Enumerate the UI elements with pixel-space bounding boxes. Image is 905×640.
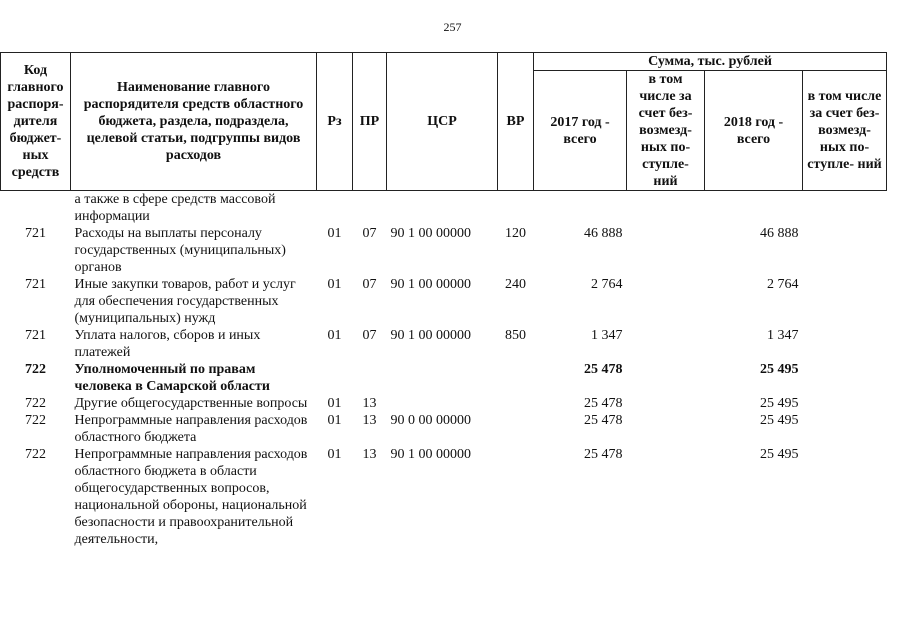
cell-code: 721 [25,277,46,292]
cell-name: Непрограммные направления расходов областного бюджета [74,413,308,445]
cell-sum-2018: 25 495 [760,362,799,377]
cell-sum-2017: 46 888 [584,226,623,241]
cell-sum-2018: 25 495 [760,396,799,411]
cell-sum-2018: 25 495 [760,413,799,428]
cell-bez-2018 [803,395,887,412]
header-sum-2017: 2017 год - всего [534,71,627,191]
header-vr: ВР [498,53,534,191]
cell-rz: 01 [327,447,342,462]
cell-csr: 90 1 00 00000 [390,226,471,241]
cell-pr: 13 [362,447,377,462]
page-number: 257 [443,20,462,34]
cell-rz [317,191,353,226]
cell-csr [387,191,498,226]
table-header [1,53,887,191]
cell-csr: 90 1 00 00000 [390,328,471,343]
cell-sum-2018 [705,191,803,226]
cell-sum-2017: 25 478 [584,362,623,377]
cell-bez-2017 [627,446,705,548]
cell-name: а также в сфере средств массовой информации [74,192,276,224]
cell-pr: 07 [362,226,377,241]
cell-pr: 07 [362,328,377,343]
cell-bez-2018 [803,191,887,226]
cell-vr [498,361,534,395]
cell-name: Уплата налогов, сборов и иных платежей [74,328,261,360]
cell-name: Расходы на выплаты персоналу государственных (муниципальных) органов [74,226,286,275]
cell-sum-2017 [534,191,627,226]
cell-sum-2017: 25 478 [584,447,623,462]
cell-code: 721 [25,226,46,241]
cell-csr: 90 0 00 00000 [390,413,471,428]
header-name: Наименование главного распорядителя средств областного бюджета, раздела, подраздела, целевой статьи, подгруппы видов расходов [71,53,317,191]
cell-sum-2017: 1 347 [591,328,623,343]
cell-bez-2018 [803,361,887,395]
cell-csr: 90 1 00 00000 [390,277,471,292]
cell-code: 722 [25,413,46,428]
cell-bez-2017 [627,276,705,327]
cell-vr [498,446,534,548]
header-bez-2018: в том числе за счет без- возмезд- ных по- ступле- ний [803,71,887,191]
cell-sum-2017: 25 478 [584,413,623,428]
table-row [1,446,887,548]
cell-rz: 01 [327,328,342,343]
header-bez-2017: в том числе за счет без- возмезд- ных по- ступле- ний [627,71,705,191]
cell-bez-2017 [627,412,705,446]
cell-bez-2018 [803,327,887,361]
cell-name: Уполномоченный по правам человека в Самарской области [74,362,270,394]
cell-name: Иные закупки товаров, работ и услуг для обеспечения государственных (муниципальных) нужд [74,277,296,326]
cell-pr [353,191,387,226]
cell-sum-2017: 25 478 [584,396,623,411]
cell-code: 722 [25,362,46,377]
cell-pr: 13 [362,413,377,428]
cell-vr [498,412,534,446]
cell-bez-2018 [803,412,887,446]
cell-bez-2017 [627,395,705,412]
cell-csr [387,395,498,412]
cell-bez-2017 [627,327,705,361]
cell-bez-2017 [627,361,705,395]
budget-table [0,52,887,548]
table-row [1,412,887,446]
cell-vr: 240 [505,277,526,292]
table-row [1,361,887,395]
table-row [1,225,887,276]
cell-rz: 01 [327,396,342,411]
cell-code [1,191,71,226]
table-row [1,395,887,412]
cell-pr: 07 [362,277,377,292]
table-row [1,327,887,361]
cell-name: Непрограммные направления расходов областного бюджета в области общегосударственных вопросов, национальной обороны, национальной безопасности и правоохранительной деятельности, [74,447,308,547]
cell-pr: 13 [362,396,377,411]
cell-csr [387,361,498,395]
cell-name: Другие общегосударственные вопросы [74,396,308,411]
table-row [1,191,887,226]
cell-rz: 01 [327,277,342,292]
cell-bez-2018 [803,225,887,276]
cell-pr [353,361,387,395]
cell-sum-2018: 1 347 [767,328,799,343]
cell-rz: 01 [327,226,342,241]
header-csr: ЦСР [387,53,498,191]
cell-csr: 90 1 00 00000 [390,447,471,462]
header-sum-group: Сумма, тыс. рублей [534,53,887,71]
cell-bez-2018 [803,446,887,548]
cell-code: 722 [25,447,46,462]
cell-vr [498,395,534,412]
cell-sum-2018: 46 888 [760,226,799,241]
cell-code: 721 [25,328,46,343]
cell-bez-2017 [627,225,705,276]
table-body [1,191,887,549]
cell-sum-2018: 2 764 [767,277,799,292]
cell-vr [498,191,534,226]
cell-sum-2018: 25 495 [760,447,799,462]
header-code: Код главного распоря- дителя бюджет- ных средств [1,53,71,191]
cell-bez-2018 [803,276,887,327]
header-sum-2018: 2018 год - всего [705,71,803,191]
cell-rz: 01 [327,413,342,428]
cell-vr: 850 [505,328,526,343]
cell-rz [317,361,353,395]
header-rz: Рз [317,53,353,191]
cell-bez-2017 [627,191,705,226]
table-row [1,276,887,327]
cell-code: 722 [25,396,46,411]
cell-sum-2017: 2 764 [591,277,623,292]
cell-vr: 120 [505,226,526,241]
header-pr: ПР [353,53,387,191]
